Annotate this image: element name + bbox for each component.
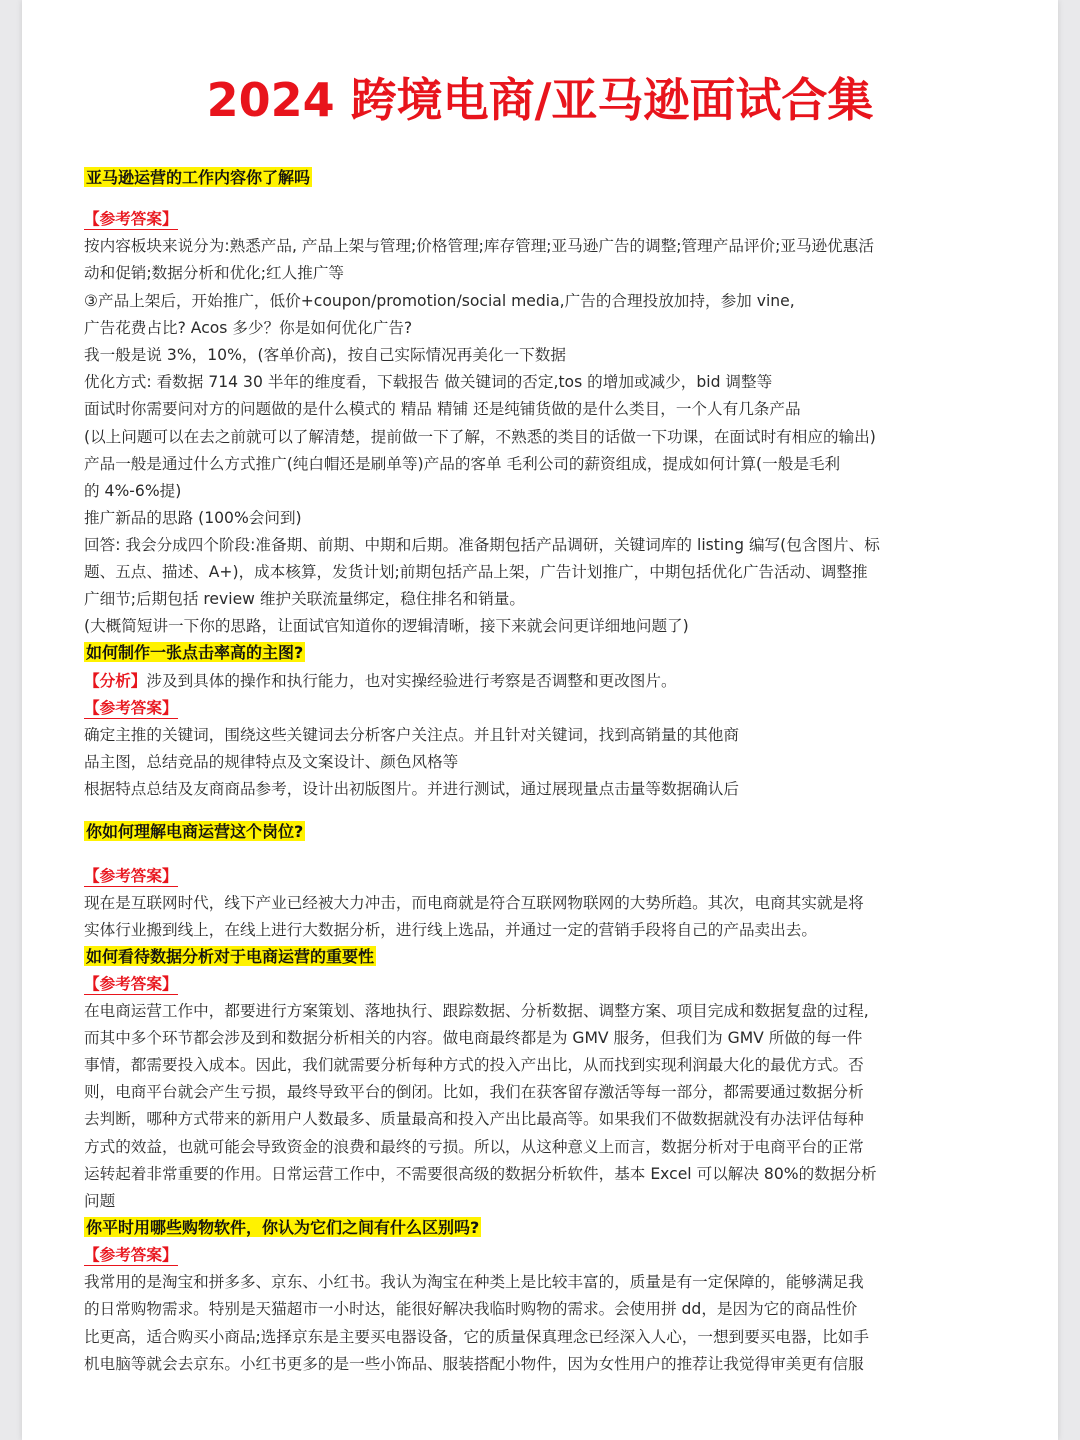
text-line: 去判断，哪种方式带来的新用户人数最多、质量最高和投入产出比最高等。如果我们不做数据就没有办法评估每种 (84, 1110, 864, 1128)
text-line: 的 4%-6%提) (84, 482, 182, 500)
text-line: 我常用的是淘宝和拼多多、京东、小红书。我认为淘宝在种类上是比较丰富的，质量是有一定保障的，能够满足我 (84, 1273, 864, 1291)
analysis-line: 【分析】涉及到具体的操作和执行能力，也对实操经验进行考察是否调整和更改图片。 (84, 672, 677, 690)
text-line: ③产品上架后，开始推广，低价+coupon/promotion/social media,广告的合理投放加持，参加 vine, (84, 292, 795, 310)
text-line: (大概简短讲一下你的思路，让面试官知道你的逻辑清晰，接下来就会问更详细地问题了) (84, 617, 689, 635)
question-heading: 你如何理解电商运营这个岗位? (86, 822, 304, 841)
text-line: 事情，都需要投入成本。因此，我们就需要分析每种方式的投入产出比，从而找到实现利润最大化的最优方式。否 (84, 1056, 864, 1074)
text-line: 推广新品的思路 (100%会问到) (84, 509, 302, 527)
document-page (22, 0, 1058, 1440)
text-line: 广告花费占比? Acos 多少？你是如何优化广告? (84, 319, 413, 337)
text-line: 实体行业搬到线上，在线上进行大数据分析，进行线上选品，并通过一定的营销手段将自己的产品卖出去。 (84, 921, 817, 939)
question-heading: 如何看待数据分析对于电商运营的重要性 (86, 947, 375, 966)
text-line: 则，电商平台就会产生亏损，最终导致平台的倒闭。比如，我们在获客留存激活等每一部分，都需要通过数据分析 (84, 1083, 864, 1101)
text-line: 产品一般是通过什么方式推广(纯白帽还是刷单等)产品的客单 毛利公司的薪资组成，提成如何计算(一般是毛利 (84, 455, 841, 473)
question-heading: 亚马逊运营的工作内容你了解吗 (86, 168, 311, 187)
text-line: (以上问题可以在去之前就可以了解清楚，提前做一下了解，不熟悉的类目的话做一下功课，在面试时有相应的输出) (84, 428, 876, 446)
text-line: 现在是互联网时代，线下产业已经被大力冲击，而电商就是符合互联网物联网的大势所趋。其次，电商其实就是将 (84, 894, 864, 912)
answer-label: 【参考答案】 (84, 1244, 1004, 1266)
text-line: 方式的效益，也就可能会导致资金的浪费和最终的亏损。所以，从这种意义上而言，数据分析对于电商平台的正常 (84, 1138, 864, 1156)
answer-label: 【参考答案】 (84, 208, 1004, 230)
question-heading: 如何制作一张点击率高的主图? (86, 643, 304, 662)
text-line: 回答: 我会分成四个阶段:准备期、前期、中期和后期。准备期包括产品调研，关键词库的 listing 编写(包含图片、标 (84, 536, 880, 554)
text-line: 我一般是说 3%，10%，(客单价高)，按自己实际情况再美化一下数据 (84, 346, 566, 364)
text-line: 广细节;后期包括 review 维护关联流量绑定，稳住排名和销量。 (84, 590, 525, 608)
text-line: 机电脑等就会去京东。小红书更多的是一些小饰品、服装搭配小物件，因为女性用户的推荐让我觉得审美更有信服 (84, 1355, 864, 1373)
text-line: 确定主推的关键词，围绕这些关键词去分析客户关注点。并且针对关键词，找到高销量的其他商 (84, 726, 739, 744)
question-heading: 你平时用哪些购物软件，你认为它们之间有什么区别吗? (86, 1218, 480, 1237)
answer-label: 【参考答案】 (84, 697, 1004, 719)
text-line: 而其中多个环节都会涉及到和数据分析相关的内容。做电商最终都是为 GMV 服务，但我们为 GMV 所做的每一件 (84, 1029, 863, 1047)
text-line: 优化方式: 看数据 714 30 半年的维度看，下载报告 做关键词的否定,tos 的增加或减少，bid 调整等 (84, 373, 773, 391)
text-line: 比更高，适合购买小商品;选择京东是主要买电器设备，它的质量保真理念已经深入人心，一想到要买电器，比如手 (84, 1328, 869, 1346)
text-line: 面试时你需要问对方的问题做的是什么模式的 精品 精铺 还是纯铺货做的是什么类目，一个人有几条产品 (84, 400, 801, 418)
page-title: 2024 跨境电商/亚马逊面试合集 (206, 73, 874, 127)
text-line: 按内容板块来说分为:熟悉产品, 产品上架与管理;价格管理;库存管理;亚马逊广告的调整;管理产品评价;亚马逊优惠活 (84, 237, 874, 255)
text-line: 运转起着非常重要的作用。日常运营工作中，不需要很高级的数据分析软件，基本 Excel 可以解决 80%的数据分析 (84, 1165, 877, 1183)
text-line: 的日常购物需求。特别是天猫超市一小时达，能很好解决我临时购物的需求。会使用拼 dd，是因为它的商品性价 (84, 1300, 858, 1318)
text-line: 品主图，总结竞品的规律特点及文案设计、颜色风格等 (84, 753, 459, 771)
text-line: 题、五点、描述、A+)，成本核算，发货计划;前期包括产品上架，广告计划推广，中期包括优化广告活动、调整推 (84, 563, 868, 581)
text-line: 动和促销;数据分析和优化;红人推广等 (84, 264, 345, 282)
text-line: 在电商运营工作中，都要进行方案策划、落地执行、跟踪数据、分析数据、调整方案、项目完成和数据复盘的过程, (84, 1002, 869, 1020)
text-line: 问题 (84, 1192, 116, 1210)
answer-label: 【参考答案】 (84, 973, 1004, 995)
text-line: 根据特点总结及友商商品参考，设计出初版图片。并进行测试，通过展现量点击量等数据确认后 (84, 780, 739, 798)
answer-label: 【参考答案】 (84, 865, 1004, 887)
